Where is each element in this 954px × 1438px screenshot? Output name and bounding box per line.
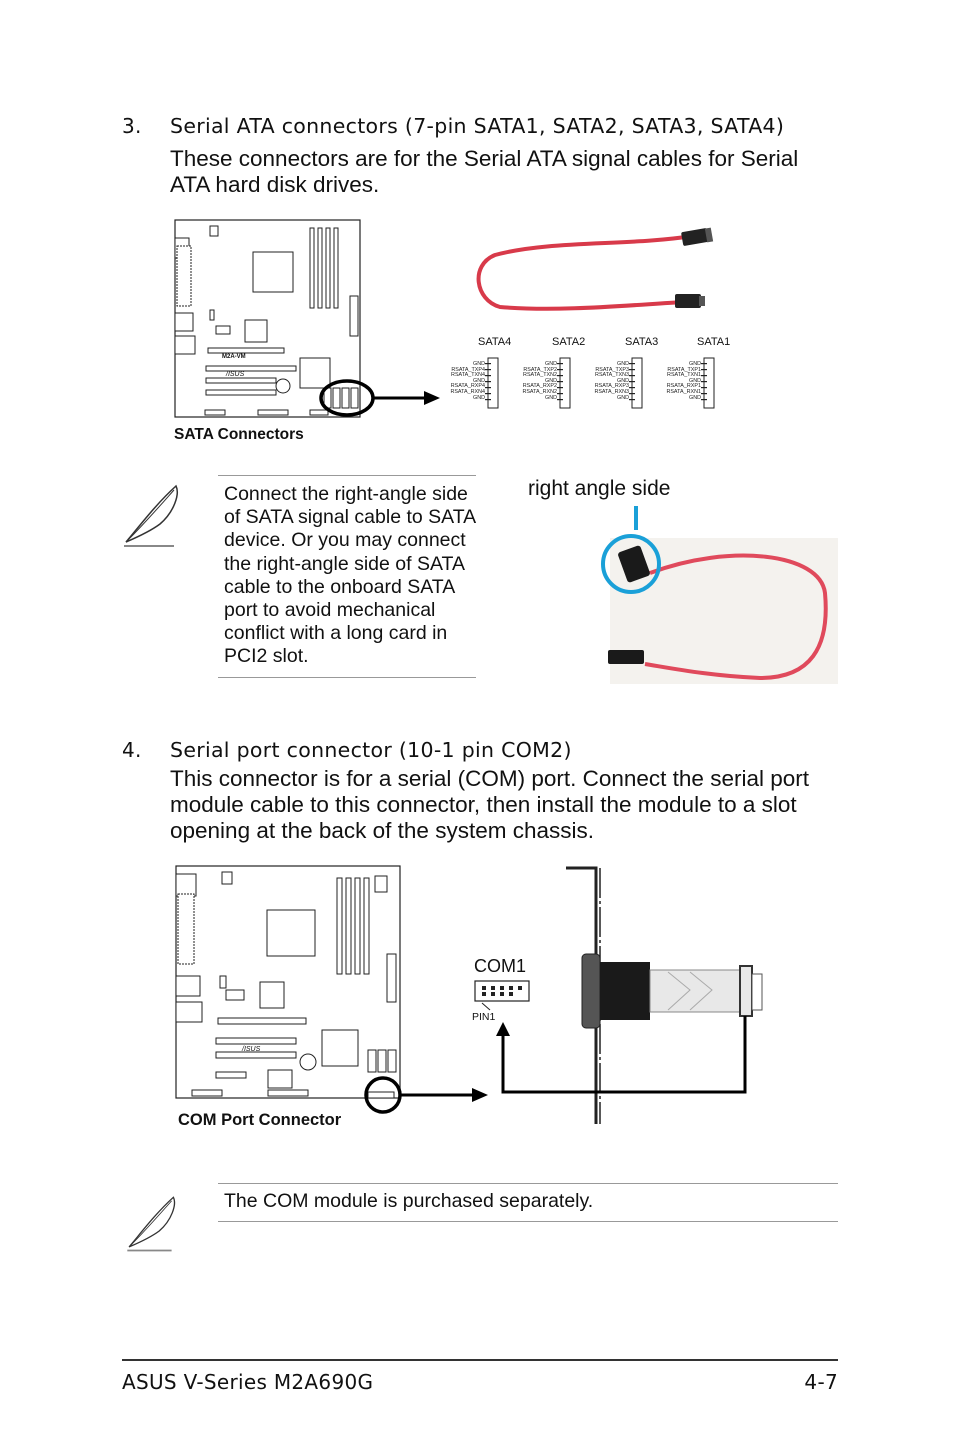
section4-heading: Serial port connector (10-1 pin COM2) bbox=[170, 738, 572, 762]
pin-label: RSATA_RXP2 bbox=[522, 383, 557, 390]
pin-label: RSATA_RXP3 bbox=[594, 383, 629, 390]
pin-label: RSATA_TXP2 bbox=[523, 366, 557, 373]
pin-label: RSATA_TXP4 bbox=[451, 366, 485, 373]
note2-text: The COM module is purchased separately. bbox=[224, 1190, 594, 1212]
note2-top-rule bbox=[218, 1183, 838, 1184]
sata1-label: SATA1 bbox=[697, 336, 731, 348]
pin-label: GND bbox=[545, 361, 557, 367]
pin-label: RSATA_RXP4 bbox=[450, 383, 485, 390]
pin-label: RSATA_TXN4 bbox=[451, 372, 485, 379]
pin-label: GND bbox=[689, 377, 701, 384]
pin1-label: PIN1 bbox=[472, 1011, 496, 1023]
feather-pen-icon-2 bbox=[118, 1192, 188, 1254]
pin-label: RSATA_RXN3 bbox=[594, 388, 629, 395]
pin-label: RSATA_TXP1 bbox=[667, 366, 701, 373]
board2-logo: /ISUS bbox=[242, 1046, 261, 1053]
pin-label: RSATA_RXN2 bbox=[522, 388, 557, 395]
sata3-label: SATA3 bbox=[625, 336, 659, 348]
pin-label: GND bbox=[689, 394, 701, 401]
board-logo: /ISUS bbox=[226, 371, 245, 378]
section3-number: 3. bbox=[122, 114, 142, 138]
right-angle-label: right angle side bbox=[528, 477, 671, 500]
pin-label: GND bbox=[545, 394, 557, 401]
pin-label: RSATA_RXN4 bbox=[450, 388, 485, 395]
sata2-label: SATA2 bbox=[552, 336, 586, 348]
pin-label: RSATA_TXP3 bbox=[595, 366, 629, 373]
sata-caption: SATA Connectors bbox=[174, 426, 304, 443]
footer-rule bbox=[122, 1359, 838, 1361]
pin-label: GND bbox=[473, 361, 485, 367]
section3-body: These connectors are for the Serial ATA signal cables for Serial ATA hard disk drives. bbox=[170, 146, 799, 197]
pin-label: RSATA_TXN1 bbox=[667, 372, 701, 379]
footer-title: ASUS V-Series M2A690G bbox=[122, 1370, 374, 1394]
section3-heading: Serial ATA connectors (7-pin SATA1, SATA2, SATA3, SATA4) bbox=[170, 114, 785, 138]
com1-label: COM1 bbox=[474, 956, 527, 976]
pin-label: GND bbox=[473, 377, 485, 384]
pin-label: GND bbox=[617, 361, 629, 367]
pin-label: RSATA_RXN1 bbox=[666, 388, 701, 395]
board-model-label: M2A-VM bbox=[222, 354, 246, 360]
sata4-label: SATA4 bbox=[478, 336, 512, 348]
pin-label: GND bbox=[689, 361, 701, 367]
pin-label: GND bbox=[617, 394, 629, 401]
com-caption: COM Port Connector bbox=[178, 1111, 342, 1129]
pin-label: RSATA_TXN2 bbox=[523, 372, 557, 379]
pin-label: GND bbox=[473, 394, 485, 401]
pin-label: GND bbox=[545, 377, 557, 384]
note2-bottom-rule bbox=[218, 1221, 838, 1222]
pin-label: RSATA_RXP1 bbox=[666, 383, 701, 390]
section4-number: 4. bbox=[122, 738, 142, 762]
page-number: 4-7 bbox=[804, 1370, 838, 1394]
pin-label: GND bbox=[617, 377, 629, 384]
note1-text: Connect the right-angle side of SATA signal cable to SATA device. Or you may connect the right-angle side of SATA cable to the onboard SATA port to avoid mechanical conflict with a long card in PCI2 slot. bbox=[224, 483, 476, 668]
pin-label: RSATA_TXN3 bbox=[595, 372, 629, 379]
section4-body: This connector is for a serial (COM) port. Connect the serial port module cable to this connector, then install the module to a slot opening at the back of the system chassis. bbox=[170, 766, 809, 843]
